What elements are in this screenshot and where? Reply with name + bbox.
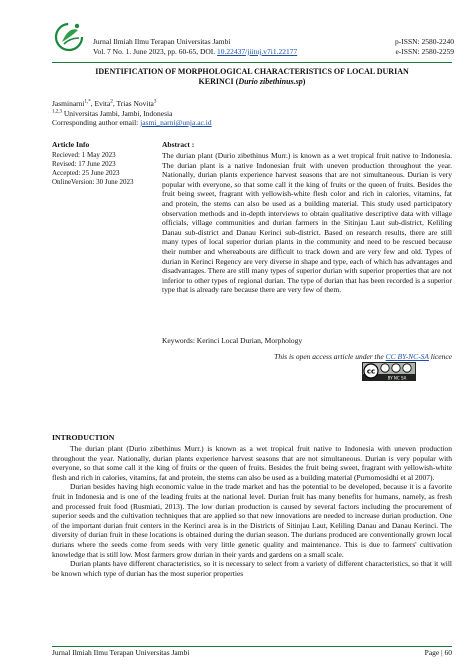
revised-date: Revised: 17 June 2023 [52, 160, 116, 168]
page-number: Page | 60 [424, 648, 452, 657]
journal-logo [52, 18, 86, 56]
doi-link[interactable]: 10.22437/jiituj.v7i1.22177 [217, 46, 298, 56]
license-link[interactable]: CC BY-NC-SA [385, 352, 429, 361]
e-issn: e-ISSN: 2580-2259 [395, 46, 454, 56]
footer-divider [52, 646, 452, 647]
introduction-heading: INTRODUCTION [52, 433, 115, 442]
intro-paragraph-3: Durian plants have different characteristics, so it is necessary to select from a variety of different characteristics, so that it will be known which type of durian has the most superior properties [52, 559, 452, 578]
footer-journal: Jurnal Ilmiah Ilmu Terapan Universitas Jambi [52, 648, 190, 657]
author-email-link[interactable]: jasmi_narni@unja.ac.id [140, 118, 212, 127]
article-info-heading: Article Info [52, 140, 90, 149]
species-name: Durio zibethinus.sp [238, 77, 303, 86]
header-divider [52, 62, 452, 63]
author-names: Jasminarni$^{1,*}$, Evita$^2$, Trias Novita$^3$ [52, 99, 157, 108]
corresponding-author: Corresponding author email: jasmi_narni@unja.ac.id [52, 118, 212, 127]
online-date: OnlineVersion: 30 June 2023 [52, 178, 134, 186]
open-access-note: This is open access article under the CC BY-NC-SA licence [274, 352, 452, 361]
svg-text:cc: cc [366, 367, 376, 376]
journal-header [93, 37, 353, 56]
p-issn: p-ISSN: 2580-2240 [395, 37, 454, 46]
abstract-heading: Abstract : [162, 140, 195, 149]
issn-block [362, 37, 454, 56]
paper-title: IDENTIFICATION OF MORPHOLOGICAL CHARACTERISTICS OF LOCAL DURIAN KERINCI (Durio zibethinus.sp) [95, 67, 409, 86]
abstract-text: The durian plant (Durio zibethinus Murr.) is known as a wet tropical fruit native to Indonesia. The durian plant is a native Indonesian fruit with uneven production throughout the year. Nationally, durian plants experience harvest seasons that are not simultaneous. Durian is very popular with everyone, so that some call it the king of fruits or the queen of fruits. Besides the fruit being sweet, fragrant with yellowish-white flesh color and rich in calories, vitamins, fat and protein, the stems can also be used as a building material. This study used participatory observation methods and in-depth interviews to obtain qualitative descriptive data with village officials, village communities and durian farmers in the Sitinjau Laut sub-district, Keliling Danau sub-district and Danau Kerinci sub-district. Based on research results, there are still many types of local superior durian plants in the community and need to be rescued because their number and whereabouts are difficult to track down and are very few and old. Types of durian in Kerinci Regency are very diverse in shape and type, each of which has advantages and disadvantages. There are still many types of superior durian with superior properties that are not inferior to other types of regional durian. The type of durian that has been recorded is a superior type that is already rare because there are very few of them. [162, 151, 452, 295]
cc-license-badge[interactable] [362, 362, 416, 381]
cc-badge-label: BY NC SA [387, 375, 407, 381]
intro-paragraph-1: The durian plant (Durio zibethinus Murr.) is known as a wet tropical fruit native to Indonesia with uneven production throughout the year. Nationally, durian plants experience harvest seasons that are not simultaneous. Durian is very popular with everyone, so that some call it the king of fruits or the queen of fruits. Besides the fruit being sweet, fragrant with yellowish-white flesh and rich in calories, vitamins, fat and protein, the stems can also be used as a building material (Purnomosidhi et al 2007). [52, 444, 452, 482]
received-date: Recieved: 1 May 2023 [52, 151, 116, 159]
volume-line: Vol. 7 No. 1. June 2023, pp. 60-65, DOI. 10.22437/jiituj.v7i1.22177 [93, 46, 298, 56]
affiliation: $^{1,2,3}$ Universitas Jambi, Jambi, Indonesia [52, 108, 173, 118]
keywords: Keywords: Kerinci Local Durian, Morphology [162, 336, 303, 345]
article-info-dates [52, 151, 157, 187]
journal-name: Jurnal Ilmiah Ilmu Terapan Universitas Jambi [93, 37, 231, 46]
introduction-body [52, 444, 452, 578]
intro-paragraph-2: Durian besides having high economic value in the trade market and has the potential to be developed, because it is a favorite fruit in Indonesia and is one of the leading fruits at the national level. Durian fruit has many benefits for humans, namely, as fresh and processed fruit food (Rusmiati, 2013). The low durian production is caused by several factors including the procurement of superior seeds and the cultivation techniques that are applied so that new innovations are needed to increase durian production. One of the important durian fruit centers in the Kerinci area is in the Districts of Sitinjau Laut, Keliling Danau and Danau Kerinci. The diversity of durian fruit in these locations is obtained during the durian season. The durians produced are conventionally grown local durians where the seeds come from seeds with very little genetic quality and maintenance. This is due to farmers' cultivation knowledge that is still low. Most farmers grow durian in their yards and gardens on a small scale. [52, 482, 452, 559]
authors-block [52, 99, 352, 128]
accepted-date: Accepted: 25 June 2023 [52, 169, 120, 177]
